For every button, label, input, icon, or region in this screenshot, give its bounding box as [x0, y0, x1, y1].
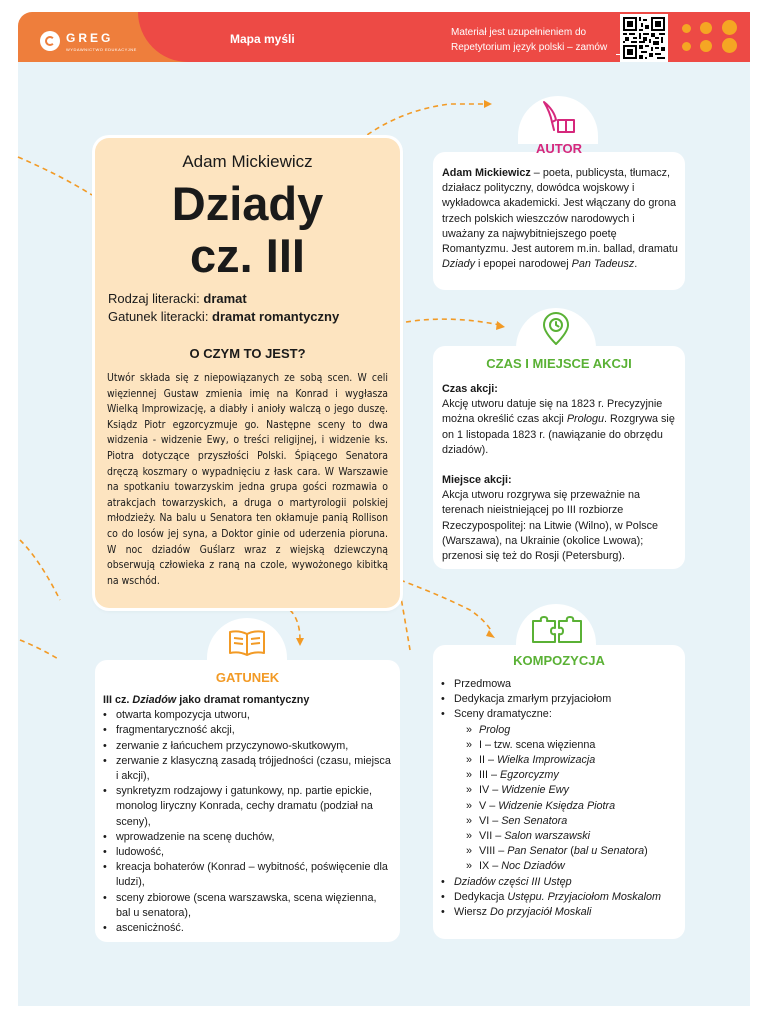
gatunek-card [95, 660, 400, 942]
scene-item: » VI – Sen Senatora [466, 814, 681, 829]
autor-heading: AUTOR [536, 141, 582, 156]
kompozycja-text [441, 677, 681, 920]
main-work-card [95, 138, 400, 608]
list-item: • Sceny dramatyczne: » Prolog » I – tzw. scena więzienna » II – Wielka Improwizacja » III – Egzorcyzmy » IV – Widzenie Ewy » V – Widzenie Księdza Piotra » VI – Sen Senatora » VII – Salon warszawski » VIII – Pan Senator (bal u Senatora) » IX – Noc Dziadów [441, 707, 681, 874]
gatunek-intro: III cz. Dziadów jako dramat romantyczny [103, 694, 310, 706]
kind-label: Rodzaj literacki: [108, 291, 204, 306]
kind-value: dramat [203, 291, 247, 306]
header-title: Mapa myśli [230, 32, 295, 46]
gatunek-text [103, 693, 393, 936]
scene-item: » II – Wielka Improwizacja [466, 753, 681, 768]
pen-and-book-icon [538, 98, 578, 136]
place-label: Miejsce akcji: [442, 474, 512, 487]
genre-value: dramat romantyczny [212, 309, 340, 324]
genre-label: Gatunek literacki: [108, 309, 213, 324]
czas-heading: CZAS I MIEJSCE AKCJI [486, 356, 632, 371]
list-item: • Wiersz Do przyjaciół Moskali [441, 905, 681, 920]
list-item: • Dziadów części III Ustęp [441, 875, 681, 890]
work-title [95, 178, 400, 282]
czas-card [433, 346, 685, 569]
list-item: • ludowość, [103, 845, 393, 860]
list-item: • Dedykacja Ustępu. Przyjaciołom Moskalom [441, 890, 681, 905]
order-note[interactable] [451, 25, 641, 55]
gatunek-list [103, 708, 393, 936]
work-title-line2: cz. III [190, 229, 305, 282]
list-item: • otwarta kompozycja utworu, [103, 708, 393, 723]
scene-item: » VII – Salon warszawski [466, 829, 681, 844]
scene-item: » VIII – Pan Senator (bal u Senatora) [466, 844, 681, 859]
scene-item: » V – Widzenie Księdza Piotra [466, 799, 681, 814]
list-item: • synkretyzm rodzajowy i gatunkowy, np. partie epickie, monolog liryczny Konrada, cechy dramatu (podział na sceny), [103, 784, 393, 830]
summary-heading: O CZYM TO JEST? [189, 346, 306, 361]
kompozycja-heading: KOMPOZYCJA [513, 653, 605, 668]
greg-logo-icon [40, 31, 60, 51]
list-item: • ascenicżność. [103, 921, 393, 936]
autor-name: Adam Mickiewicz [442, 167, 531, 179]
clock-location-pin-icon [541, 312, 571, 346]
list-item: • Przedmowa [441, 677, 681, 692]
work-title-line1: Dziady [171, 177, 324, 230]
kompozycja-list [441, 677, 681, 920]
scene-item: » III – Egzorcyzmy [466, 768, 681, 783]
list-item: • Dedykacja zmarłym przyjaciołom [441, 692, 681, 707]
time-label: Czas akcji: [442, 383, 498, 395]
scene-item: » IV – Widzenie Ewy [466, 783, 681, 798]
czas-text: Czas akcji: Akcję utworu datuje się na 1823 r. Precyzyjnie można określić czas akcji Prologu. Rozgrywa się on 1 listopada 1823 r. (nawiązanie do obrzędu dziadów). Miejsce akcji: Akcja utworu rozgrywa się przeważnie na terenach nieistniejącej po III rozbiorze Rzeczypospolitej: na Litwie (Wilno), w Polsce (Warszawa), na Ukrainie (okolice Lwowa); przenosi się też do Rosji (Petersburg). [442, 383, 675, 563]
autor-text: Adam Mickiewicz – poeta, publicysta, tłumacz, działacz polityczny, dowódca wojskowy i wykładowca akademicki. Jest włączany do grona trzech polskich wieszczów narodowych i uważany za najwybitniejszego poetę Romantyzmu. Jest autorem m.in. ballad, dramatu Dziady i epopei narodowej Pan Tadeusz. [442, 167, 678, 271]
scene-item: » Prolog [466, 723, 681, 738]
kompozycja-card [433, 645, 685, 939]
scene-item: » I – tzw. scena więzienna [466, 738, 681, 753]
puzzle-pieces-icon [531, 615, 583, 645]
scene-item: » IX – Noc Dziadów [466, 859, 681, 874]
brand-subtitle: WYDAWNICTWO EDUKACYJNE [66, 47, 137, 52]
work-author: Adam Mickiewicz [182, 152, 313, 171]
list-item: • zerwanie z łańcuchem przyczynowo-skutkowym, [103, 739, 393, 754]
brand-name: GREG [66, 31, 114, 45]
order-note-line2: Repetytorium język polski – zamów [451, 42, 608, 53]
list-item: • sceny zbiorowe (scena warszawska, scena więzienna, bal u senatora), [103, 891, 393, 921]
list-item: • kreacja bohaterów (Konrad – wybitność, poświęcenie dla ludzi), [103, 860, 393, 890]
literary-kind-block [108, 290, 339, 326]
autor-card [433, 141, 685, 290]
gatunek-heading: GATUNEK [215, 670, 280, 685]
greg-logo[interactable] [40, 29, 137, 52]
open-book-icon [228, 629, 266, 657]
list-item: • fragmentaryczność akcji, [103, 723, 393, 738]
decorative-dots [680, 6, 740, 56]
list-item: • wprowadzenie na scenę duchów, [103, 830, 393, 845]
scene-list [454, 723, 681, 875]
plot-summary: Utwór składa się z niepowiązanych ze sobą scen. W celi więziennej Gustaw zmienia imię na Konrad i wygłasza Wielką Improwizację, a diabły i anioły walczą o jego duszę. Ksiądz Piotr egzorcyzmuje go. Następne sceny to dwa widzenia - widzenie Ewy, o treści religijnej, i widzenie ks. Piotra dotyczące przyszłości Polski. Śpiącego Senatora dręczą koszmary o wypadnięciu z łask cara. W Warszawie na spotkaniu towarzyskim jedna grupa gości rozmawia o atrakcjach towarzyskich, a druga o martyrologii polskiej młodzieży. Na balu u Senatora ten okłamuje panią Rollison co do losów jej syna, a Doktor ginie od uderzenia pioruna. W noc dziadów Guślarz wraz z wiejską dziewczyną obserwują człowieka z raną na czole, wywożonego kibitką na wschód. [107, 372, 388, 587]
order-note-line1: Materiał jest uzupełnieniem do [451, 27, 587, 38]
list-item: • zerwanie z klasyczną zasadą trójjedności (czasu, miejsca i akcji), [103, 754, 393, 784]
qr-code-icon[interactable] [620, 14, 668, 62]
